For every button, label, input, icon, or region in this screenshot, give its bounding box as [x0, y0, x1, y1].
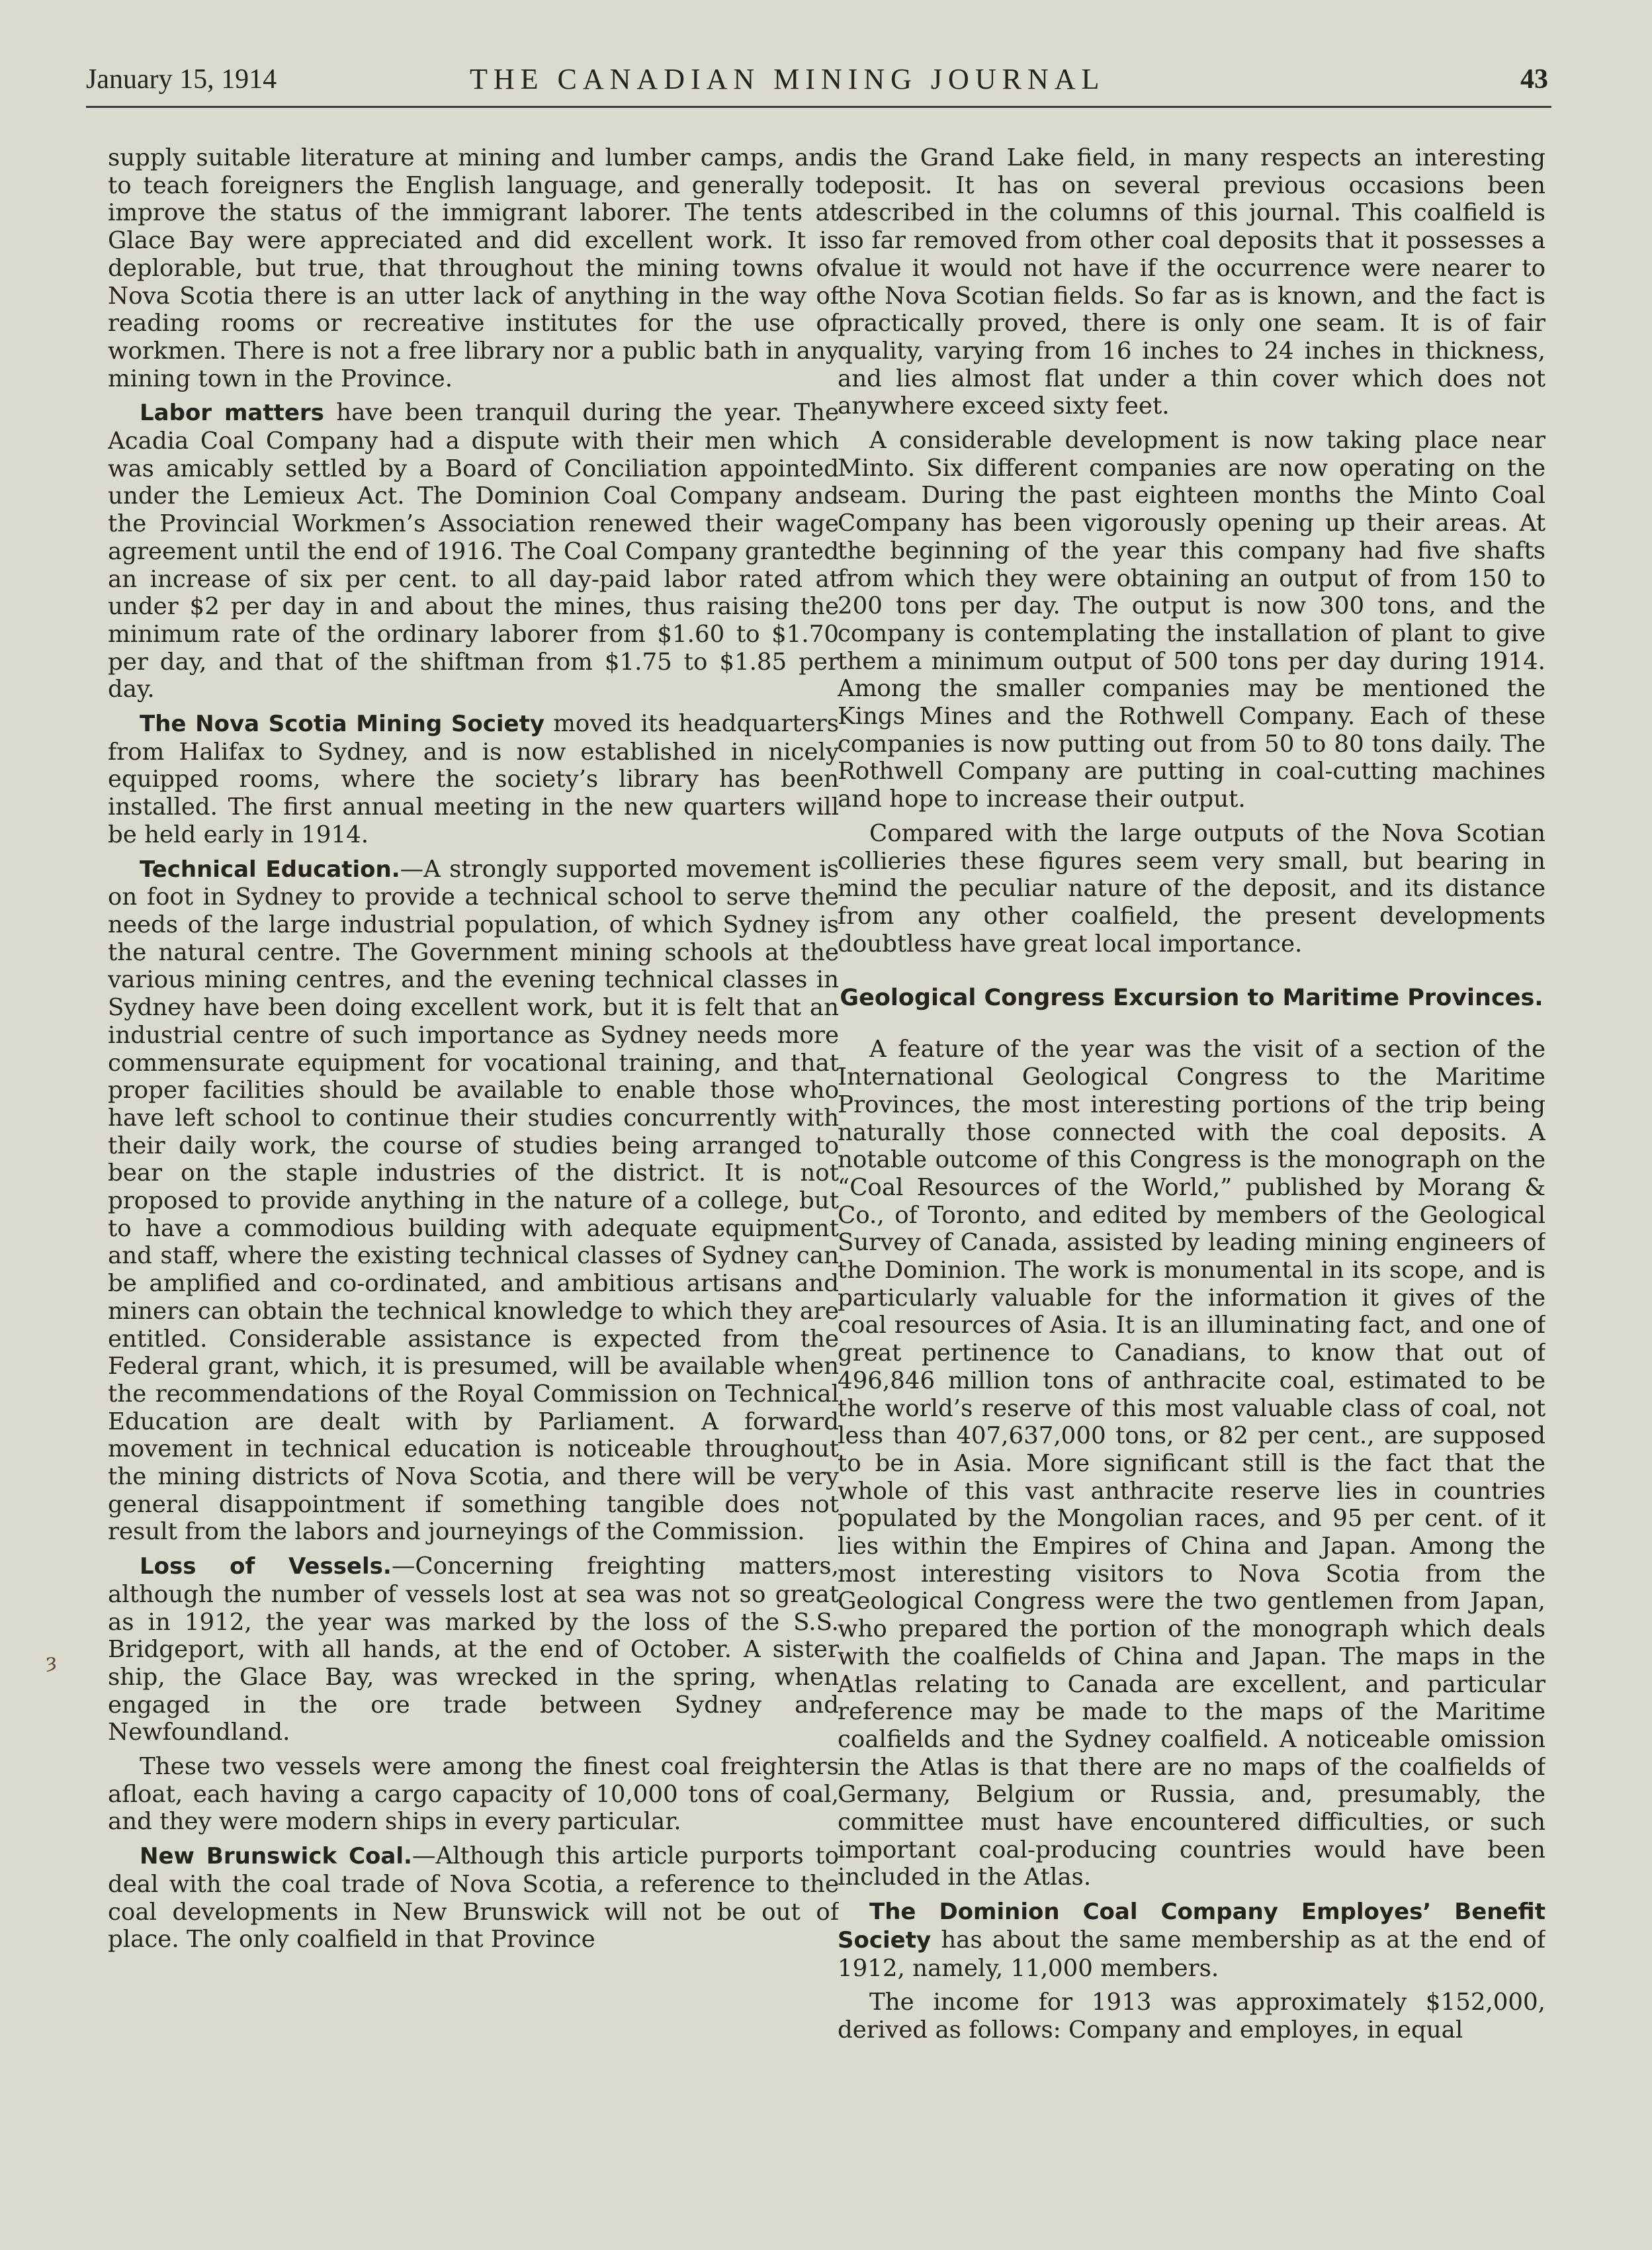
paragraph-loss-of-vessels — [108, 1552, 839, 1746]
paragraph-new-brunswick — [108, 1842, 839, 1954]
margin-mark: ȝ — [46, 1650, 57, 1673]
header-date: January 15, 1914 — [86, 64, 277, 95]
page-number: 43 — [1520, 64, 1548, 95]
paragraph-labor — [108, 399, 839, 703]
benefit-lead: The Dominion Coal Company Employes’ Benefit Society — [838, 1899, 1545, 1954]
labor-text: have been tranquil during the year. The Acadia Coal Company had a dispute with their men which was amicably settled by a Board of Conciliation appointed under the Lemieux Act. The Dominion Coal Company and the Provincial Workmen’s Association renewed their wage agreement until the end of 1916. The Coal Company granted an increase of six per cent. to all day-paid labor rated at under $2 per day in and about the mines, thus raising the minimum rate of the ordinary laborer from $1.60 to $1.70 per day, and that of the shiftman from $1.75 to $1.85 per day. — [108, 399, 839, 703]
paragraph-technical-education — [108, 856, 839, 1547]
paragraph-literature: supply suitable literature at mining and lumber camps, and to teach foreigners the English language, and generally to improve the status of the immigrant laborer. The tents at Glace Bay were appreciated and did excellent work. It is deplorable, but true, that throughout the mining towns of Nova Scotia there is an utter lack of anything in the way of reading rooms or recreative institutes for the use of workmen. There is not a free library nor a public bath in any mining town in the Province. — [108, 144, 839, 392]
labor-lead: Labor matters — [140, 400, 324, 427]
nb-lead: New Brunswick Coal. — [140, 1843, 412, 1870]
journal-title: THE CANADIAN MINING JOURNAL — [470, 63, 1106, 95]
society-text: moved its headquarters from Halifax to Sydney, and is now established in nicely equipped rooms, where the society’s library has been installed. The first annual meeting in the new quarters will be held early in 1914. — [108, 710, 839, 848]
paragraph-grand-lake: is the Grand Lake field, in many respects an interesting deposit. It has on several previous occasions been described in the columns of this journal. This coalfield is so far removed from other coal deposits that it possesses a value it would not have if the occurrence were nearer to the Nova Scotian fields. So far as is known, and the fact is practically proved, there is only one seam. It is of fair quality, varying from 16 inches to 24 inches in thickness, and lies almost flat under a thin cover which does not anywhere exceed sixty feet. — [838, 144, 1545, 420]
nb-text: —Although this article purports to deal with the coal trade of Nova Scotia, a reference to the coal developments in New Brunswick will not be out of place. The only coalfield in that Province — [108, 1842, 839, 1954]
vessels-lead: Loss of Vessels. — [140, 1553, 392, 1580]
paragraph-comparison: Compared with the large outputs of the Nova Scotian collieries these figures seem very small, but bearing in mind the peculiar nature of the deposit, and its distance from any other coalfield, the present developments doubtless have great local importance. — [838, 819, 1545, 958]
tech-lead: Technical Education. — [140, 856, 400, 883]
paragraph-congress: A feature of the year was the visit of a section of the International Geological Congress to the Maritime Provinces, the most interesting portions of the trip being naturally those connected with the coal deposits. A notable outcome of this Congress is the monograph on the “Coal Resources of the World,” published by Morang & Co., of Toronto, and edited by members of the Geological Survey of Canada, assisted by leading mining engineers of the Dominion. The work is monumental in its scope, and is particularly valuable for the information it gives of the coal resources of Asia. It is an illuminating fact, and one of great pertinence to Canadians, to know that out of 496,846 million tons of anthracite coal, estimated to be the world’s reserve of this most valuable class of coal, not less than 407,637,000 tons, or 82 per cent., are supposed to be in Asia. More significant still is the fact that the whole of this vast anthracite reserve lies in countries populated by the Mongolian races, and 95 per cent. of it lies within the Empires of China and Japan. Among the most interesting visitors to Nova Scotia from the Geological Congress were the two gentlemen from Japan, who prepared the portion of the monograph which deals with the coalfields of China and Japan. The maps in the Atlas relating to Canada are excellent, and particular reference may be made to the maps of the Maritime coalfields and the Sydney coalfield. A noticeable omission in the Atlas is that there are no maps of the coalfields of Germany, Belgium or Russia, and, presumably, the committee must have encountered difficulties, or such important coal-producing countries would have been included in the Atlas. — [838, 1036, 1545, 1891]
header-rule — [86, 106, 1551, 108]
paragraph-benefit-society — [838, 1898, 1545, 1982]
paragraph-mining-society — [108, 710, 839, 849]
left-column — [108, 144, 839, 2196]
society-lead: The Nova Scotia Mining Society — [140, 711, 544, 738]
page-header — [86, 64, 1548, 110]
vessels-text: —Concerning freighting matters, although the number of vessels lost at sea was not so great as in 1912, the year was marked by the loss of the S.S. Bridgeport, with all hands, at the end of October. A sister ship, the Glace Bay, was wrecked in the spring, when engaged in the ore trade between Sydney and Newfoundland. — [108, 1552, 839, 1746]
benefit-text: has about the same membership as at the end of 1912, namely, 11,000 members. — [838, 1926, 1545, 1982]
section-heading-geological-congress: Geological Congress Excursion to Maritime Provinces. — [840, 985, 1543, 1012]
right-column — [838, 144, 1545, 2196]
tech-text: —A strongly supported movement is on foot in Sydney to provide a technical school to serve the needs of the large industrial population, of which Sydney is the natural centre. The Government mining schools at the various mining centres, and the evening technical classes in Sydney have been doing excellent work, but it is felt that an industrial centre of such importance as Sydney needs more commensurate equipment for vocational training, and that proper facilities should be available to enable those who have left school to continue their studies concurrently with their daily work, the course of studies being arranged to bear on the staple industries of the district. It is not proposed to provide anything in the nature of a college, but to have a commodious building with adequate equipment and staff, where the existing technical classes of Sydney can be amplified and co-ordinated, and ambitious artisans and miners can obtain the technical knowledge to which they are entitled. Considerable assistance is expected from the Federal grant, which, it is presumed, will be available when the recommendations of the Royal Commission on Technical Education are dealt with by Parliament. A forward movement in technical education is noticeable throughout the mining districts of Nova Scotia, and there will be very general disappointment if something tangible does not result from the labors and journeyings of the Commission. — [108, 855, 839, 1546]
paragraph-minto: A considerable development is now taking place near Minto. Six different companies are now operating on the seam. During the past eighteen months the Minto Coal Company has been vigorously opening up their areas. At the beginning of the year this company had five shafts from which they were obtaining an output of from 150 to 200 tons per day. The output is now 300 tons, and the company is contemplating the installation of plant to give them a minimum output of 500 tons per day during 1914. Among the smaller companies may be mentioned the Kings Mines and the Rothwell Company. Each of these companies is now putting out from 50 to 80 tons daily. The Rothwell Company are putting in coal-cutting machines and hope to increase their output. — [838, 427, 1545, 813]
paragraph-income: The income for 1913 was approximately $152,000, derived as follows: Company and employes, in equal — [838, 1989, 1545, 2044]
paragraph-vessels-2: These two vessels were among the finest coal freighters afloat, each having a cargo capacity of 10,000 tons of coal, and they were modern ships in every particular. — [108, 1753, 839, 1836]
